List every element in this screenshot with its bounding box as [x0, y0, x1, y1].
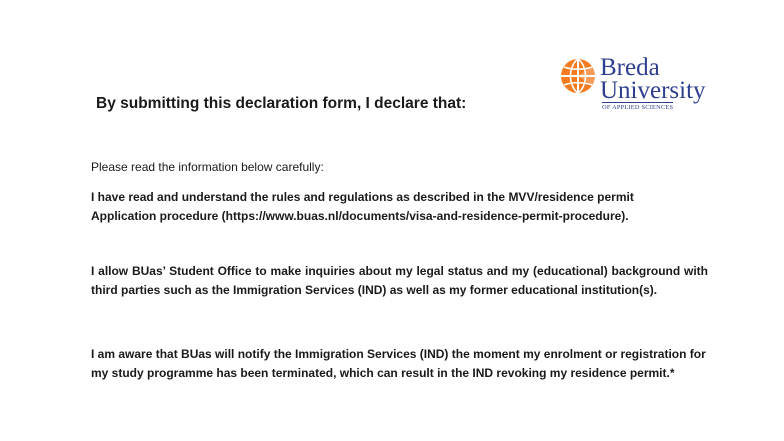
breda-university-logo	[558, 52, 723, 114]
statement-notify-ind: I am aware that BUas will notify the Immigration Services (IND) the moment my enrolment or registration for my study programme has been terminated, which can result in the IND revoking my residence permit.*	[91, 347, 706, 380]
statement-allow-inquiries: I allow BUas’ Student Office to make inquiries about my legal status and my (educational) background with third parties such as the Immigration Services (IND) as well as my former educational institution(s).	[91, 264, 708, 297]
logo-text-breda: Breda	[600, 54, 660, 81]
university-logo-mark-icon	[558, 56, 598, 96]
declaration-heading: By submitting this declaration form, I declare that:	[96, 95, 467, 112]
logo-text-university: University	[600, 77, 706, 104]
intro-text: Please read the information below carefully:	[91, 160, 324, 174]
statement-rules-and-regulations: I have read and understand the rules and regulations as described in the MVV/residence permit Application procedure (https://www.buas.nl/documents/visa-and-residence-permit-procedure).	[91, 190, 634, 223]
logo-subtitle: OF APPLIED SCIENCES	[602, 104, 674, 111]
